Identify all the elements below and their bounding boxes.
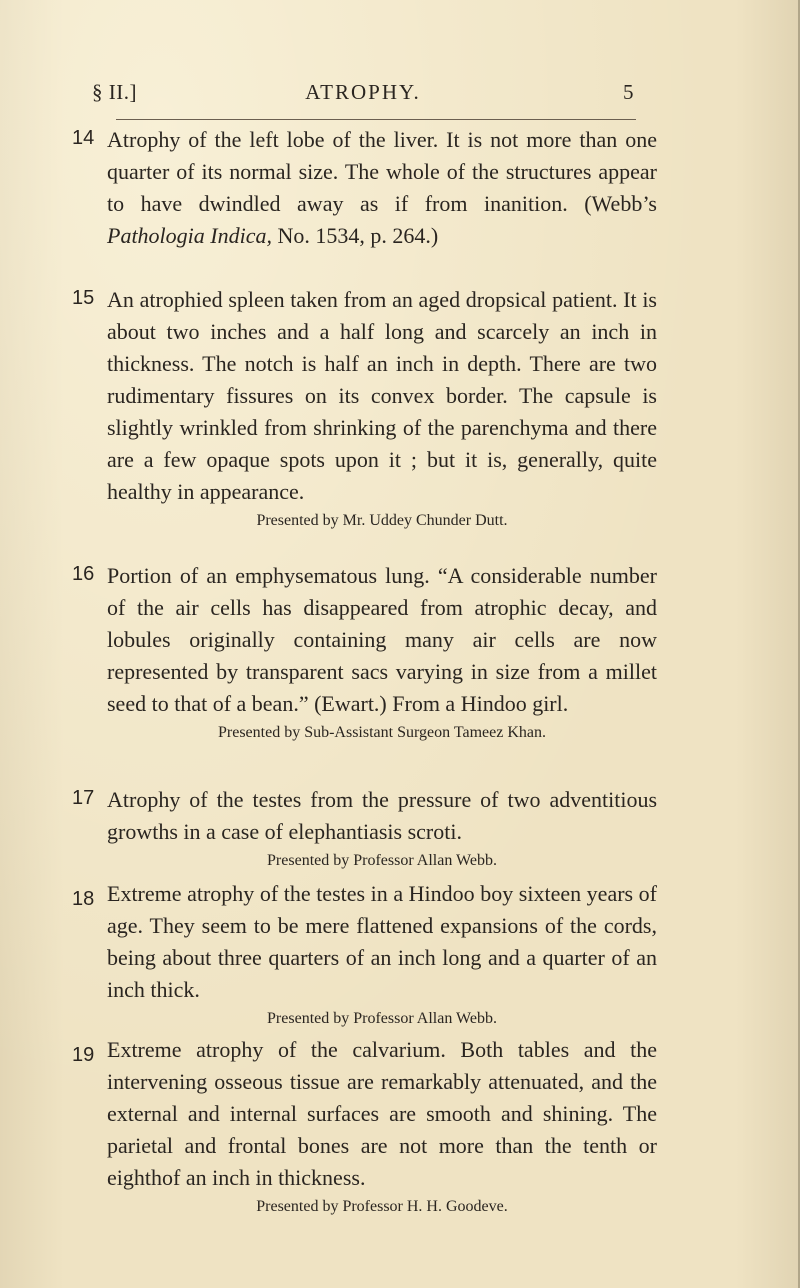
specimen-entry-16 — [72, 560, 657, 743]
page-number: 5 — [623, 80, 634, 104]
specimen-number: 15 — [72, 287, 95, 309]
specimen-description — [107, 124, 657, 252]
specimen-description: Portion of an emphysematous lung. “A considerable number of the air cells has disappeared from atrophic decay, and lobules originally containing many air cells are now represented by transparent sacs varying in size from a millet seed to that of a bean.” (Ewart.) From a Hindoo girl. — [107, 563, 657, 716]
description-text: Atrophy of the left lobe of the liver. It is not more than one quarter of its normal size. The whole of the structures appear to have dwindled away as if from inanition. (Webb’s — [107, 127, 657, 216]
specimen-entry-14 — [72, 124, 657, 252]
specimen-entry-15 — [72, 284, 657, 531]
running-header — [92, 80, 634, 120]
presenter-credit: Presented by Professor Allan Webb. — [267, 1010, 497, 1027]
specimen-number: 17 — [72, 787, 95, 809]
presenter-credit: Presented by Professor Allan Webb. — [267, 852, 497, 869]
specimen-number: 19 — [72, 1044, 95, 1066]
specimen-description: Atrophy of the testes from the pressure of two adventitious growths in a case of elephantiasis scroti. — [107, 787, 657, 844]
specimen-number: 16 — [72, 563, 95, 585]
book-title: Pathologia Indica, — [107, 223, 272, 248]
specimen-entry-18 — [72, 878, 657, 1029]
specimen-description: Extreme atrophy of the calvarium. Both tables and the intervening osseous tissue are remarkably attenuated, and the external and internal surfaces are smooth and shining. The parietal and frontal bones are not more than the tenth or eighthof an inch in thickness. — [107, 1037, 657, 1190]
description-text-end: No. 1534, p. 264.) — [271, 223, 439, 248]
presenter-credit: Presented by Sub-Assistant Surgeon Tameez Khan. — [217, 724, 546, 741]
presenter-credit: Presented by Professor H. H. Goodeve. — [256, 1198, 508, 1215]
presenter-credit: Presented by Mr. Uddey Chunder Dutt. — [256, 512, 508, 529]
specimen-number: 18 — [72, 888, 95, 910]
header-rule — [116, 119, 636, 120]
specimen-number: 14 — [72, 127, 95, 149]
specimen-entry-19 — [72, 1034, 657, 1217]
page-title: ATROPHY. — [305, 80, 421, 104]
specimen-entry-17 — [72, 784, 657, 871]
specimen-description: An atrophied spleen taken from an aged dropsical patient. It is about two inches and a half long and scarcely an inch in thickness. The notch is half an inch in depth. There are two rudimentary fissures on its convex border. The capsule is slightly wrinkled from shrinking of the parenchyma and there are a few opaque spots upon it ; but it is, generally, quite healthy in appearance. — [107, 287, 657, 504]
specimen-description: Extreme atrophy of the testes in a Hindoo boy sixteen years of age. They seem to be mere flattened expansions of the cords, being about three quarters of an inch long and a quarter of an inch thick. — [107, 881, 657, 1002]
section-marker: § II.] — [92, 80, 137, 104]
